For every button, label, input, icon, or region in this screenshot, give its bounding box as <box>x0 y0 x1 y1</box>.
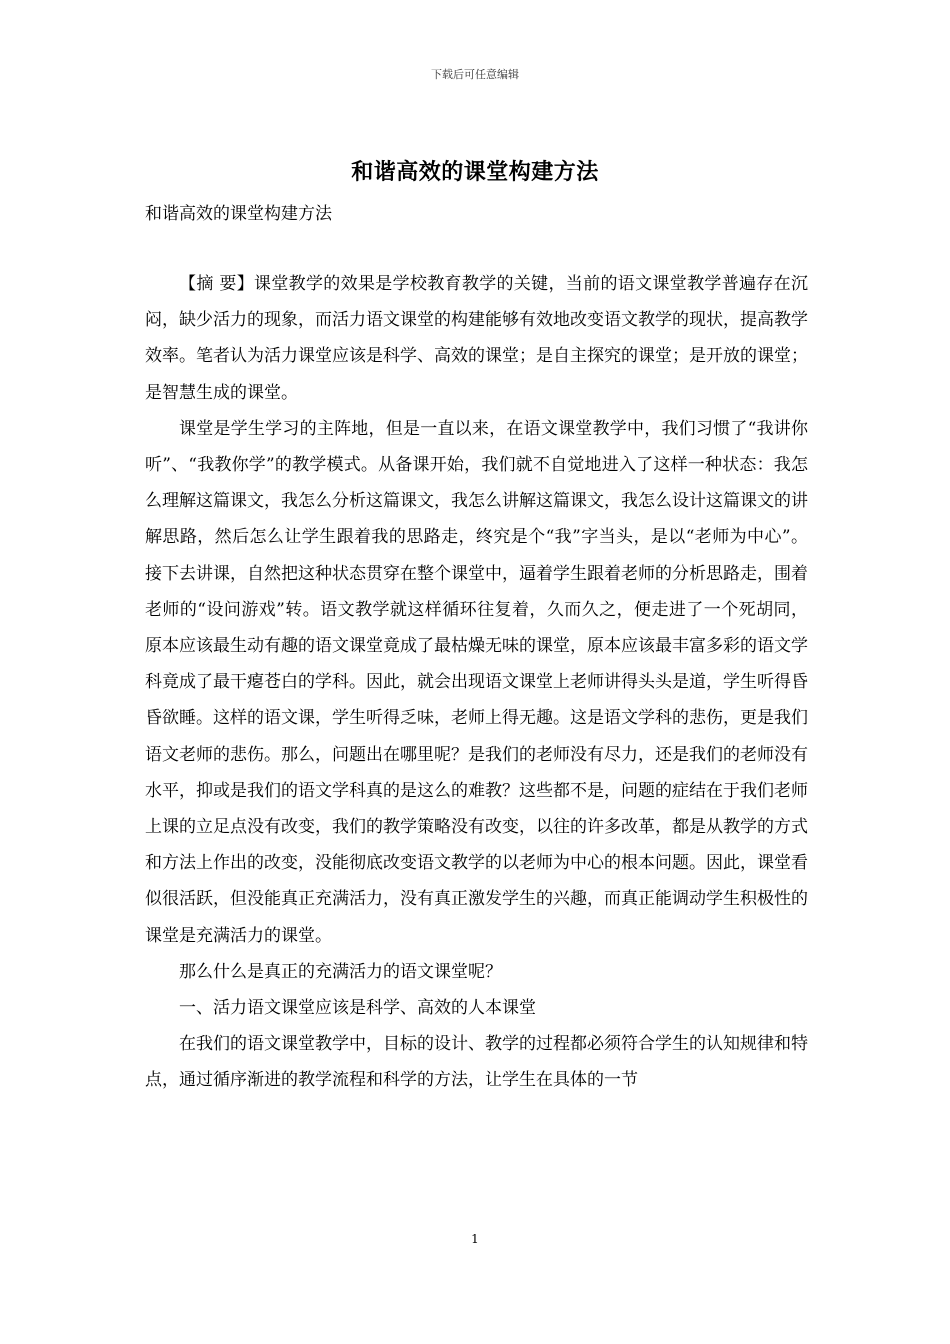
paragraph-abstract: 【摘 要】课堂教学的效果是学校教育教学的关键，当前的语文课堂教学普遍存在沉闷，缺少活力的现象，而活力语文课堂的构建能够有效地改变语文教学的现状，提高教学效率。笔者认为活力课堂应该是科学、高效的课堂；是自主探究的课堂；是开放的课堂；是智慧生成的课堂。 <box>145 274 808 403</box>
paragraph-question: 那么什么是真正的充满活力的语文课堂呢？ <box>179 961 502 982</box>
document-title: 和谐高效的课堂构建方法 <box>351 159 599 185</box>
paragraph-intro: 课堂是学生学习的主阵地，但是一直以来，在语文课堂教学中，我们习惯了“我讲你听”、“我教你学”的教学模式。从备课开始，我们就不自觉地进入了这样一种状态：我怎么理解这篇课文，我怎么分析这篇课文，我怎么讲解这篇课文，我怎么设计这篇课文的讲解思路，然后怎么让学生跟着我的思路走，终究是个“我”字当头，是以“老师为中心”。接下去讲课，自然把这种状态贯穿在整个课堂中，逼着学生跟着老师的分析思路走，围着老师的“设问游戏”转。语文教学就这样循环往复着，久而久之，便走进了一个死胡同，原本应该最生动有趣的语文课堂竟成了最枯燥无味的课堂，原本应该最丰富多彩的语文学科竟成了最干瘪苍白的学科。因此，就会出现语文课堂上老师讲得头头是道，学生听得昏昏欲睡。这样的语文课，学生听得乏味，老师上得无趣。这是语文学科的悲伤，更是我们语文老师的悲伤。那么，问题出在哪里呢？是我们的老师没有尽力，还是我们的老师没有水平，抑或是我们的语文学科真的是这么的难教？这些都不是，问题的症结在于我们老师上课的立足点没有改变，我们的教学策略没有改变，以往的许多改革，都是从教学的方式和方法上作出的改变，没能彻底改变语文教学的以老师为中心的根本问题。因此，课堂看似很活跃，但没能真正充满活力，没有真正激发学生的兴趣，而真正能调动学生积极性的课堂是充满活力的课堂。 <box>145 418 808 946</box>
paragraph-section-1: 在我们的语文课堂教学中，目标的设计、教学的过程都必须符合学生的认知规律和特点，通过循序渐进的教学流程和科学的方法，让学生在具体的一节 <box>145 1034 808 1091</box>
document-subtitle: 和谐高效的课堂构建方法 <box>145 204 332 224</box>
header-note: 下载后可任意编辑 <box>431 68 519 81</box>
page-number: 1 <box>471 1232 479 1246</box>
document-body <box>145 266 808 1099</box>
section-heading-1: 一、活力语文课堂应该是科学、高效的人本课堂 <box>179 998 536 1019</box>
